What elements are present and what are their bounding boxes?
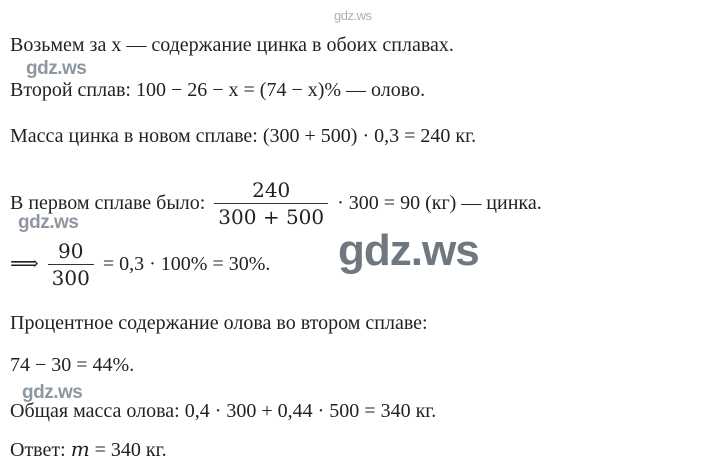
line-4-suffix: · 300 = 90 (кг) — цинка. [337,192,542,215]
text-line-answer [10,437,167,462]
fraction-numerator: 90 [58,239,84,263]
watermark-left-3: gdz.ws [22,382,83,403]
fraction-240-over-800 [214,178,328,229]
fraction-denominator: 300 [48,264,94,290]
answer-value: = 340 кг. [89,439,167,461]
text-line-5 [10,240,270,291]
text-line-8 [10,399,436,423]
watermark-left-1: gdz.ws [26,58,87,79]
text-line-2 [10,78,425,102]
watermark-center: gdz.ws [338,226,479,275]
fraction-denominator: 300 + 500 [214,203,328,229]
implies-symbol: ⟹ [10,251,39,276]
line-1-text: Возьмем за x — содержание цинка в обоих сплавах. [10,34,454,56]
answer-variable: m [70,437,90,461]
line-8-text: Общая масса олова: 0,4 · 300 + 0,44 · 500 = 340 кг. [10,400,437,422]
answer-label: Ответ: [10,439,71,461]
line-5-suffix: = 0,3 · 100% = 30%. [102,253,271,276]
text-line-3 [10,124,476,148]
fraction-numerator: 240 [252,178,291,202]
watermark-top: gdz.ws [334,8,372,23]
line-3-text: Масса цинка в новом сплаве: (300 + 500) · 0,3 = 240 кг. [10,125,477,147]
text-line-7 [10,353,134,377]
line-4-prefix: В первом сплаве было: [10,192,206,215]
line-7-text: 74 − 30 = 44%. [10,354,135,376]
line-6-text: Процентное содержание олова во втором сплаве: [10,312,428,334]
text-line-6 [10,311,428,335]
text-line-4 [10,179,542,230]
watermark-left-2: gdz.ws [18,212,79,233]
line-2-text: Второй сплав: 100 − 26 − x = (74 − x)% — олово. [10,79,426,101]
fraction-90-over-300 [48,239,94,290]
text-line-1 [10,33,454,57]
